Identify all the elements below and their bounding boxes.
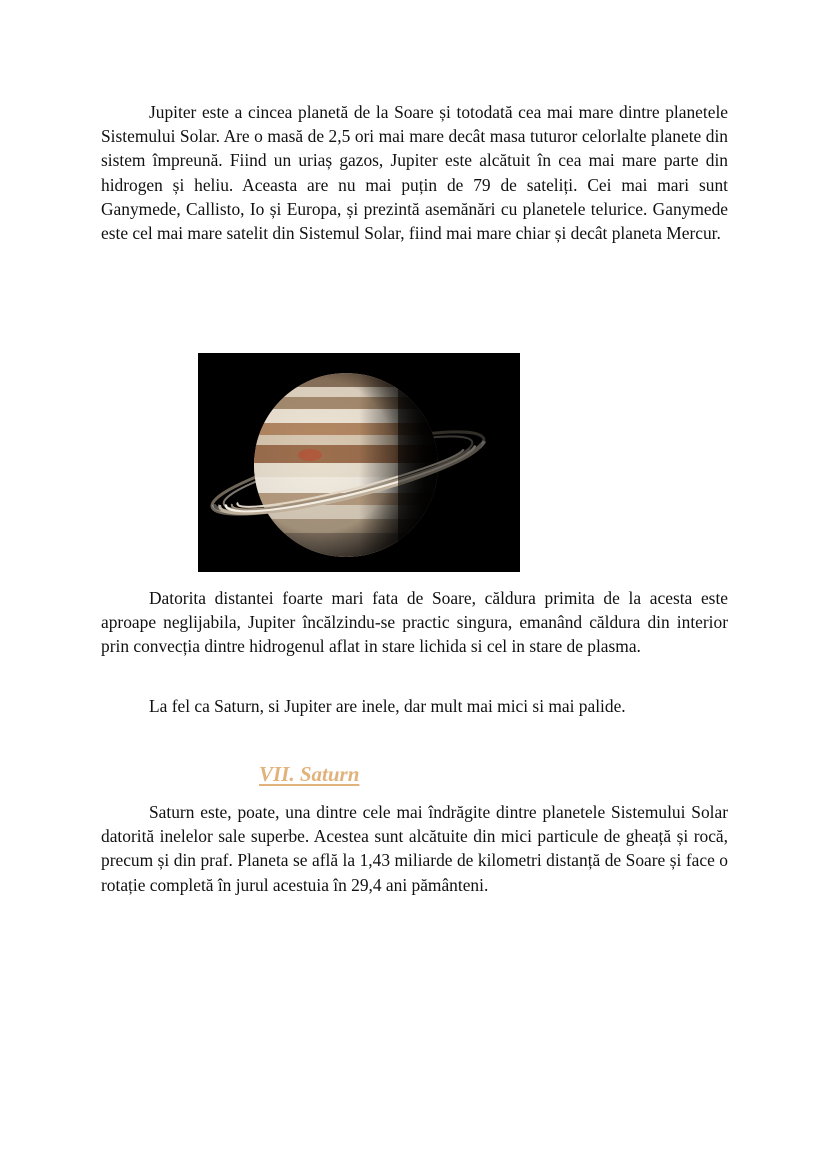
paragraph-jupiter-rings: La fel ca Saturn, si Jupiter are inele, dar mult mai mici si mai palide. [149, 696, 626, 716]
section-heading-saturn: VII. Saturn [259, 762, 360, 786]
jupiter-with-rings-image [198, 353, 520, 572]
paragraph-jupiter-heat: Datorita distantei foarte mari fata de Soare, căldura primita de la acesta este aproape neglijabila, Jupiter încălzindu-se practic singura, emanând căldura din interior prin convecția dintre hidrogenul aflat in stare lichida si cel in stare de plasma. [101, 588, 728, 657]
jupiter-illustration [198, 353, 520, 572]
paragraph-saturn-intro: Saturn este, poate, una dintre cele mai îndrăgite dintre planetele Sistemului Solar datorită inelelor sale superbe. Acestea sunt alcătuite din mici particule de gheață și rocă, precum și din praf. Planeta se află la 1,43 miliarde de kilometri distanță de Soare și face o rotație completă în jurul acestuia în 29,4 ani pământeni. [101, 802, 728, 895]
paragraph-jupiter-intro: Jupiter este a cincea planetă de la Soare și totodată cea mai mare dintre planetele Sistemului Solar. Are o masă de 2,5 ori mai mare decât masa tuturor celorlalte planete din sistem împreună. Fiind un uriaș gazos, Jupiter este alcătuit în cea mai mare parte din hidrogen și heliu. Aceasta are nu mai puțin de 79 de sateliți. Cei mai mari sunt Ganymede, Callisto, Io și Europa, și prezintă asemănări cu planetele telurice. Ganymede este cel mai mare satelit din Sistemul Solar, fiind mai mare chiar și decât planeta Mercur. [101, 102, 728, 244]
